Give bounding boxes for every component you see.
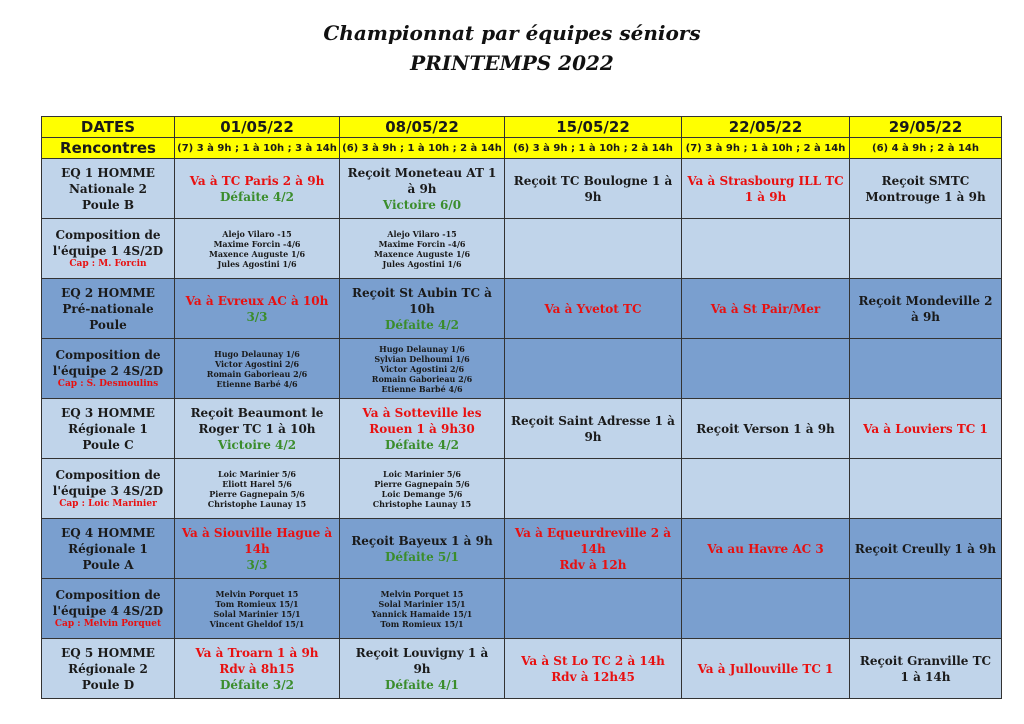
match-info: Va à Yvetot TC — [544, 301, 642, 316]
match-info: à 9h — [407, 181, 437, 196]
players-cell — [850, 219, 1002, 279]
match-info: Reçoit Saint Adresse 1 à — [511, 413, 675, 428]
format-cell: (7) 3 à 9h ; 1 à 10h ; 3 à 14h — [175, 138, 340, 159]
match-info: 14h — [580, 541, 606, 556]
match-cell — [850, 279, 1002, 339]
player-entry: Loic Marinier 5/6 — [218, 468, 296, 479]
match-cell — [505, 399, 682, 459]
match-cell — [505, 639, 682, 699]
date-cell: 29/05/22 — [850, 117, 1002, 138]
format-cell: (6) 4 à 9h ; 2 à 14h — [850, 138, 1002, 159]
composition-label-line: l'équipe 2 4S/2D — [52, 364, 164, 378]
match-cell — [340, 279, 505, 339]
team-label-line: Régionale 1 — [68, 541, 148, 556]
match-info: Reçoit Verson 1 à 9h — [696, 421, 835, 436]
match-info: 9h — [584, 429, 602, 444]
player-entry: Tom Romieux 15/1 — [215, 598, 299, 609]
composition-label-line: Composition de — [55, 468, 161, 482]
team-row — [42, 639, 1002, 699]
match-cell — [850, 159, 1002, 219]
match-cell — [340, 639, 505, 699]
team-row — [42, 399, 1002, 459]
player-entry: Eliott Harel 5/6 — [222, 478, 292, 489]
team-label-line: Poule C — [82, 437, 134, 452]
match-info: Reçoit St Aubin TC à — [352, 285, 492, 300]
team-label-line: Nationale 2 — [68, 181, 148, 196]
player-entry: Melvin Porquet 15 — [215, 588, 299, 599]
player-entry: Maxence Auguste 1/6 — [373, 248, 471, 259]
format-cell: (6) 3 à 9h ; 1 à 10h ; 2 à 14h — [505, 138, 682, 159]
player-entry: Christophe Launay 15 — [372, 498, 472, 509]
match-info: 10h — [409, 301, 435, 316]
match-info: 9h — [413, 661, 431, 676]
team-label — [42, 279, 175, 339]
team-row — [42, 159, 1002, 219]
match-info: Reçoit TC Boulogne 1 à — [513, 173, 673, 188]
match-cell — [682, 399, 850, 459]
composition-label-line: l'équipe 1 4S/2D — [52, 244, 164, 258]
player-entry: Victor Agostini 2/6 — [214, 358, 300, 369]
match-cell — [175, 279, 340, 339]
player-entry: Maxence Auguste 1/6 — [208, 248, 306, 259]
player-entry: Hugo Delaunay 1/6 — [214, 348, 300, 359]
match-result: Défaite 4/2 — [385, 317, 459, 332]
player-entry: Loic Marinier 5/6 — [383, 468, 461, 479]
composition-label — [42, 579, 175, 639]
match-result: 3/3 — [246, 309, 268, 324]
composition-row — [42, 339, 1002, 399]
match-info: Rdv à 12h — [559, 557, 627, 572]
players-cell — [850, 339, 1002, 399]
team-label — [42, 639, 175, 699]
match-cell — [340, 399, 505, 459]
date-cell: 08/05/22 — [340, 117, 505, 138]
composition-label-line: l'équipe 3 4S/2D — [52, 484, 164, 498]
schedule-table — [41, 116, 1002, 699]
match-info: à 9h — [910, 309, 941, 324]
players-cell — [175, 579, 340, 639]
match-cell — [682, 639, 850, 699]
match-info: Va à Evreux AC à 10h — [185, 293, 329, 308]
match-info: Va à Siouville Hague à — [181, 525, 333, 540]
captain-label: Cap : Melvin Porquet — [54, 619, 162, 629]
match-cell — [175, 519, 340, 579]
match-cell — [682, 519, 850, 579]
match-info: Montrouge 1 à 9h — [865, 189, 986, 204]
match-cell — [682, 159, 850, 219]
match-info: Reçoit Bayeux 1 à 9h — [351, 533, 493, 548]
date-cell: 01/05/22 — [175, 117, 340, 138]
match-cell — [850, 399, 1002, 459]
player-entry: Jules Agostini 1/6 — [217, 258, 297, 269]
match-info: Va à Strasbourg ILL TC — [687, 173, 844, 188]
captain-label: Cap : S. Desmoulins — [57, 379, 159, 389]
match-cell — [505, 279, 682, 339]
match-info: Reçoit Louvigny 1 à — [355, 645, 489, 660]
format-cell: (7) 3 à 9h ; 1 à 10h ; 2 à 14h — [682, 138, 850, 159]
player-entry: Christophe Launay 15 — [207, 498, 307, 509]
match-result: Défaite 4/1 — [385, 677, 459, 692]
team-label-line: Pré-nationale — [62, 301, 154, 316]
players-cell — [175, 219, 340, 279]
player-entry: Vincent Gheldof 15/1 — [209, 618, 305, 629]
team-label-line: Poule — [89, 317, 127, 332]
player-entry: Pierre Gagnepain 5/6 — [374, 478, 470, 489]
match-result: Défaite 4/2 — [220, 189, 294, 204]
players-cell — [682, 339, 850, 399]
player-entry: Romain Gaborieau 2/6 — [371, 373, 473, 384]
match-result: 3/3 — [246, 557, 268, 572]
team-label-line: EQ 3 HOMME — [61, 405, 155, 420]
match-info: Va à TC Paris 2 à 9h — [189, 173, 325, 188]
team-label-line: Poule D — [81, 677, 135, 692]
player-entry: Etienne Barbé 4/6 — [216, 378, 298, 389]
match-cell — [340, 159, 505, 219]
player-entry: Loic Demange 5/6 — [381, 488, 463, 499]
dates-label: DATES — [42, 117, 175, 138]
composition-row — [42, 459, 1002, 519]
team-label-line: EQ 4 HOMME — [61, 525, 155, 540]
players-cell — [340, 219, 505, 279]
team-label-line: EQ 2 HOMME — [61, 285, 155, 300]
match-result: Défaite 3/2 — [220, 677, 294, 692]
players-cell — [505, 579, 682, 639]
rencontres-label: Rencontres — [42, 138, 175, 159]
match-info: Va à Equeurdreville 2 à — [514, 525, 672, 540]
match-info: Rdv à 12h45 — [551, 669, 635, 684]
team-label-line: Régionale 1 — [68, 421, 148, 436]
composition-label — [42, 459, 175, 519]
match-cell — [850, 639, 1002, 699]
match-info: Va à St Lo TC 2 à 14h — [521, 653, 665, 668]
players-cell — [505, 459, 682, 519]
players-cell — [850, 459, 1002, 519]
player-entry: Solal Marinier 15/1 — [378, 598, 466, 609]
player-entry: Maxime Forcin -4/6 — [213, 238, 301, 249]
captain-label: Cap : M. Forcin — [69, 259, 147, 269]
match-result: Victoire 4/2 — [217, 437, 297, 452]
team-label — [42, 159, 175, 219]
players-cell — [340, 339, 505, 399]
team-label — [42, 519, 175, 579]
match-info: Reçoit SMTC — [881, 173, 970, 188]
players-cell — [850, 579, 1002, 639]
player-entry: Maxime Forcin -4/6 — [378, 238, 466, 249]
player-entry: Yannick Hamaide 15/1 — [371, 608, 473, 619]
players-cell — [682, 219, 850, 279]
composition-row — [42, 219, 1002, 279]
format-cell: (6) 3 à 9h ; 1 à 10h ; 2 à 14h — [340, 138, 505, 159]
team-label — [42, 399, 175, 459]
players-cell — [175, 339, 340, 399]
composition-label-line: l'équipe 4 4S/2D — [52, 604, 164, 618]
match-info: 14h — [244, 541, 270, 556]
match-info: Va au Havre AC 3 — [707, 541, 824, 556]
players-cell — [340, 459, 505, 519]
match-info: 9h — [584, 189, 602, 204]
composition-label-line: Composition de — [55, 588, 161, 602]
document-title — [0, 18, 1024, 78]
match-info: Reçoit Creully 1 à 9h — [854, 541, 997, 556]
header-row-dates — [42, 117, 1002, 138]
players-cell — [505, 219, 682, 279]
player-entry: Pierre Gagnepain 5/6 — [209, 488, 305, 499]
team-label-line: Régionale 2 — [68, 661, 148, 676]
player-entry: Romain Gaborieau 2/6 — [206, 368, 308, 379]
header-row-rencontres — [42, 138, 1002, 159]
composition-label-line: Composition de — [55, 348, 161, 362]
player-entry: Sylvian Delhoumi 1/6 — [374, 353, 470, 364]
player-entry: Melvin Porquet 15 — [380, 588, 464, 599]
player-entry: Alejo Vilaro -15 — [387, 228, 457, 239]
match-info: 1 à 14h — [900, 669, 951, 684]
team-row — [42, 519, 1002, 579]
match-info: Va à Louviers TC 1 — [863, 421, 988, 436]
player-entry: Victor Agostini 2/6 — [379, 363, 465, 374]
team-label-line: EQ 5 HOMME — [61, 645, 155, 660]
date-cell: 15/05/22 — [505, 117, 682, 138]
match-cell — [505, 519, 682, 579]
match-info: Rdv à 8h15 — [219, 661, 295, 676]
title-line-1: Championnat par équipes séniors — [323, 21, 701, 45]
composition-label-line: Composition de — [55, 228, 161, 242]
match-result: Victoire 6/0 — [382, 197, 462, 212]
match-cell — [340, 519, 505, 579]
match-cell — [505, 159, 682, 219]
match-info: Reçoit Granville TC — [859, 653, 992, 668]
match-info: Reçoit Mondeville 2 — [858, 293, 993, 308]
team-label-line: EQ 1 HOMME — [61, 165, 155, 180]
match-info: Va à St Pair/Mer — [710, 301, 821, 316]
match-info: Va à Jullouville TC 1 — [697, 661, 834, 676]
match-info: 1 à 9h — [744, 189, 787, 204]
team-label-line: Poule B — [82, 197, 134, 212]
match-info: Reçoit Beaumont le — [190, 405, 324, 420]
player-entry: Hugo Delaunay 1/6 — [379, 343, 465, 354]
player-entry: Alejo Vilaro -15 — [222, 228, 292, 239]
player-entry: Tom Romieux 15/1 — [380, 618, 464, 629]
match-info: Rouen 1 à 9h30 — [369, 421, 475, 436]
player-entry: Etienne Barbé 4/6 — [381, 383, 463, 394]
match-info: Va à Sotteville les — [362, 405, 482, 420]
players-cell — [682, 459, 850, 519]
title-line-2: PRINTEMPS 2022 — [410, 51, 614, 75]
players-cell — [682, 579, 850, 639]
player-entry: Jules Agostini 1/6 — [382, 258, 462, 269]
players-cell — [175, 459, 340, 519]
team-label-line: Poule A — [82, 557, 134, 572]
players-cell — [340, 579, 505, 639]
composition-row — [42, 579, 1002, 639]
team-row — [42, 279, 1002, 339]
match-info: Va à Troarn 1 à 9h — [195, 645, 319, 660]
composition-label — [42, 339, 175, 399]
match-cell — [175, 399, 340, 459]
match-cell — [682, 279, 850, 339]
match-result: Défaite 4/2 — [385, 437, 459, 452]
composition-label — [42, 219, 175, 279]
date-cell: 22/05/22 — [682, 117, 850, 138]
match-cell — [850, 519, 1002, 579]
player-entry: Solal Marinier 15/1 — [213, 608, 301, 619]
players-cell — [505, 339, 682, 399]
match-cell — [175, 639, 340, 699]
match-result: Défaite 5/1 — [385, 549, 459, 564]
match-info: Roger TC 1 à 10h — [198, 421, 316, 436]
match-cell — [175, 159, 340, 219]
captain-label: Cap : Loic Marinier — [59, 499, 157, 509]
match-info: Reçoit Moneteau AT 1 — [347, 165, 497, 180]
